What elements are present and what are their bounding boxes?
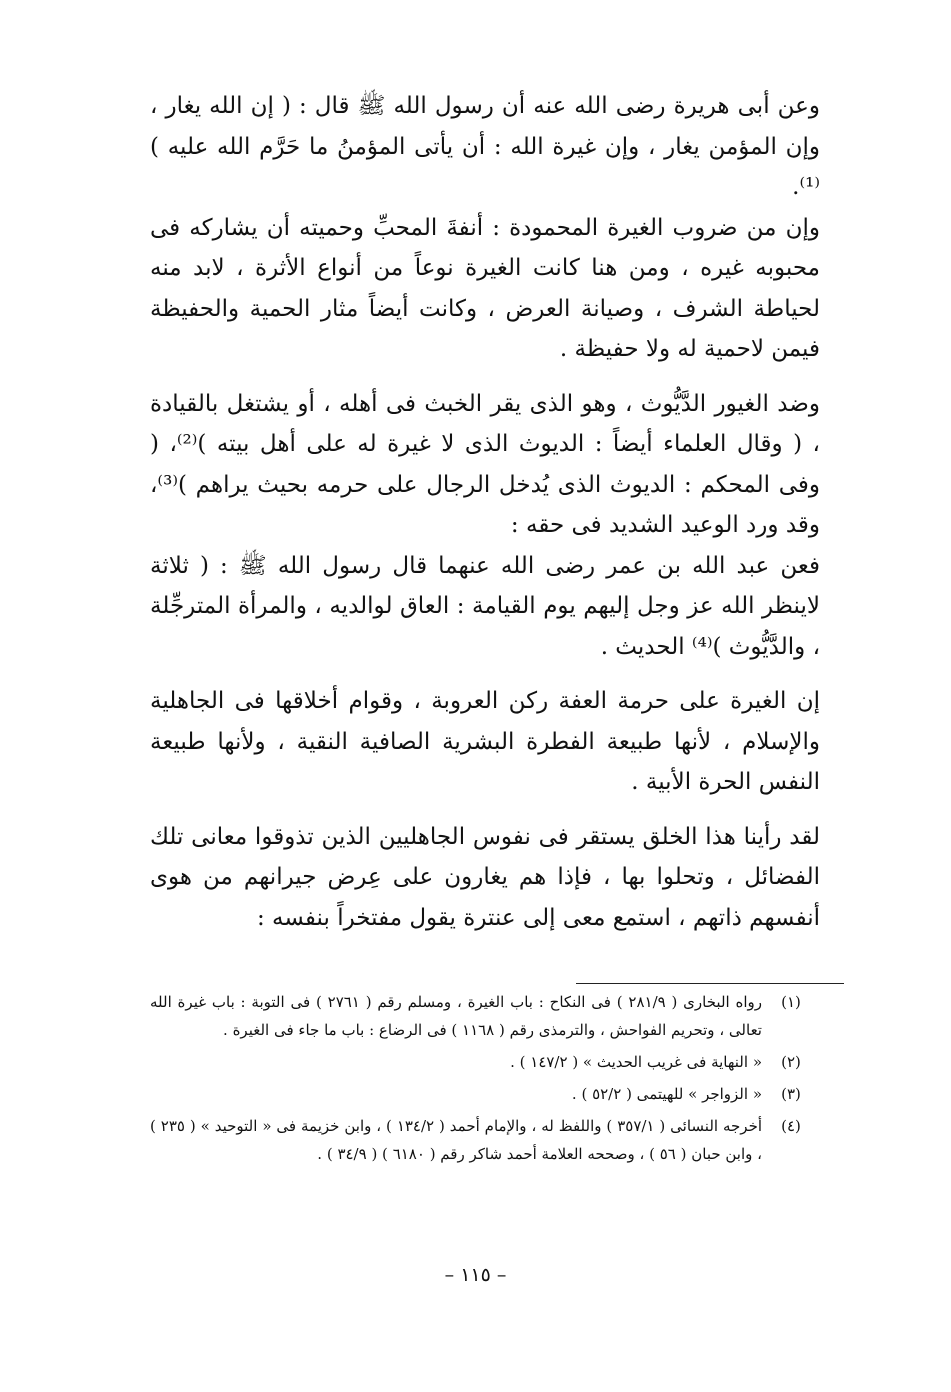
footnote-item	[150, 1048, 820, 1076]
footnote-text: أخرجه النسائى ( ٣٥٧/١ ) واللفظ له ، والإمام أحمد ( ١٣٤/٢ ) ، وابن خزيمة فى « التوحيد » ( ٢٣٥ ) ، وابن حبان ( ٥٦ ) ، وصححه العلامة أحمد شاكر رقم ( ٦١٨٠ ) ( ٣٤/٩ ) .	[150, 1117, 763, 1163]
paragraph-dayyuth: وضد الغيور الدَّيُّوث ، وهو الذى يقر الخبث فى أهله ، أو يشتغل بالقيادة ، ( وقال العلماء أيضاً : الديوث الذى لا غيرة له على أهل بيته )⁽²⁾، ( وفى المحكم : الديوث الذى يُدخل الرجال على حرمه بحيث يراهم )⁽³⁾، وقد ورد الوعيد الشديد فى حقه :	[150, 390, 820, 538]
footnote-text: « الزواجر » للهيتمى ( ٥٢/٢ ) .	[571, 1085, 762, 1103]
page-number: – ١١٥ –	[444, 1264, 507, 1286]
body-text	[150, 86, 820, 938]
paragraph-antara-intro: لقد رأينا هذا الخلق يستقر فى نفوس الجاهليين الذين تذوقوا معانى تلك الفضائل ، وتحلوا بها ، فإذا هم يغارون على عِرض جيرانهم من هوى أنفسهم ذاتهم ، استمع معى إلى عنترة يقول مفتخراً بنفسه :	[150, 823, 820, 931]
paragraph-hadith-abu-hurayra: وعن أبى هريرة رضى الله عنه أن رسول الله ﷺ قال : ( إن الله يغار ، وإن المؤمن يغار ، وإن غيرة الله : أن يأتى المؤمنُ ما حَرَّم الله عليه )⁽¹⁾.	[150, 93, 820, 200]
footnotes	[150, 988, 820, 1168]
footnote-item	[150, 1080, 820, 1108]
footnote-divider	[576, 983, 844, 984]
footnote-item	[150, 1112, 820, 1168]
paragraph-arab-virtue: إن الغيرة على حرمة العفة ركن العروبة ، وقوام أخلاقها فى الجاهلية والإسلام ، لأنها طبيعة الفطرة البشرية الصافية النقية ، ولأنها طبيعة النفس الحرة الأبية .	[150, 688, 820, 795]
paragraph-ghayra-types: وإن من ضروب الغيرة المحمودة : أنفةَ المحبِّ وحميته أن يشاركه فى محبوبه غيره ، ومن هنا كانت الغيرة نوعاً من أنواع الأثرة ، لابد منه لحياطة الشرف ، وصيانة العرض ، وكانت أيضاً مثار الحمية والحفيظة فيمن لاحمية له ولا حفيظة .	[150, 214, 820, 362]
footnote-number: (٢)	[781, 1053, 801, 1071]
footnote-number: (٣)	[781, 1085, 801, 1103]
footnote-number: (٤)	[781, 1117, 801, 1135]
footnote-text: رواه البخارى ( ٢٨١/٩ ) فى النكاح : باب الغيرة ، ومسلم رقم ( ٢٧٦١ ) فى التوبة : باب غيرة الله تعالى ، وتحريم الفواحش ، والترمذى رقم ( ١١٦٨ ) فى الرضاع : باب ما جاء فى الغيرة .	[150, 993, 763, 1039]
footnote-number: (١)	[781, 993, 801, 1011]
footnote-item	[150, 988, 820, 1044]
paragraph-hadith-ibn-umar: فعن عبد الله بن عمر رضى الله عنهما قال رسول الله ﷺ : ( ثلاثة لاينظر الله عز وجل إليهم يوم القيامة : العاق لوالديه ، والمرأة المترجِّلة ، والدَّيُّوث )⁽⁴⁾ الحديث .	[150, 552, 820, 660]
footnote-text: « النهاية فى غريب الحديث » ( ١٤٧/٢ ) .	[510, 1053, 762, 1071]
